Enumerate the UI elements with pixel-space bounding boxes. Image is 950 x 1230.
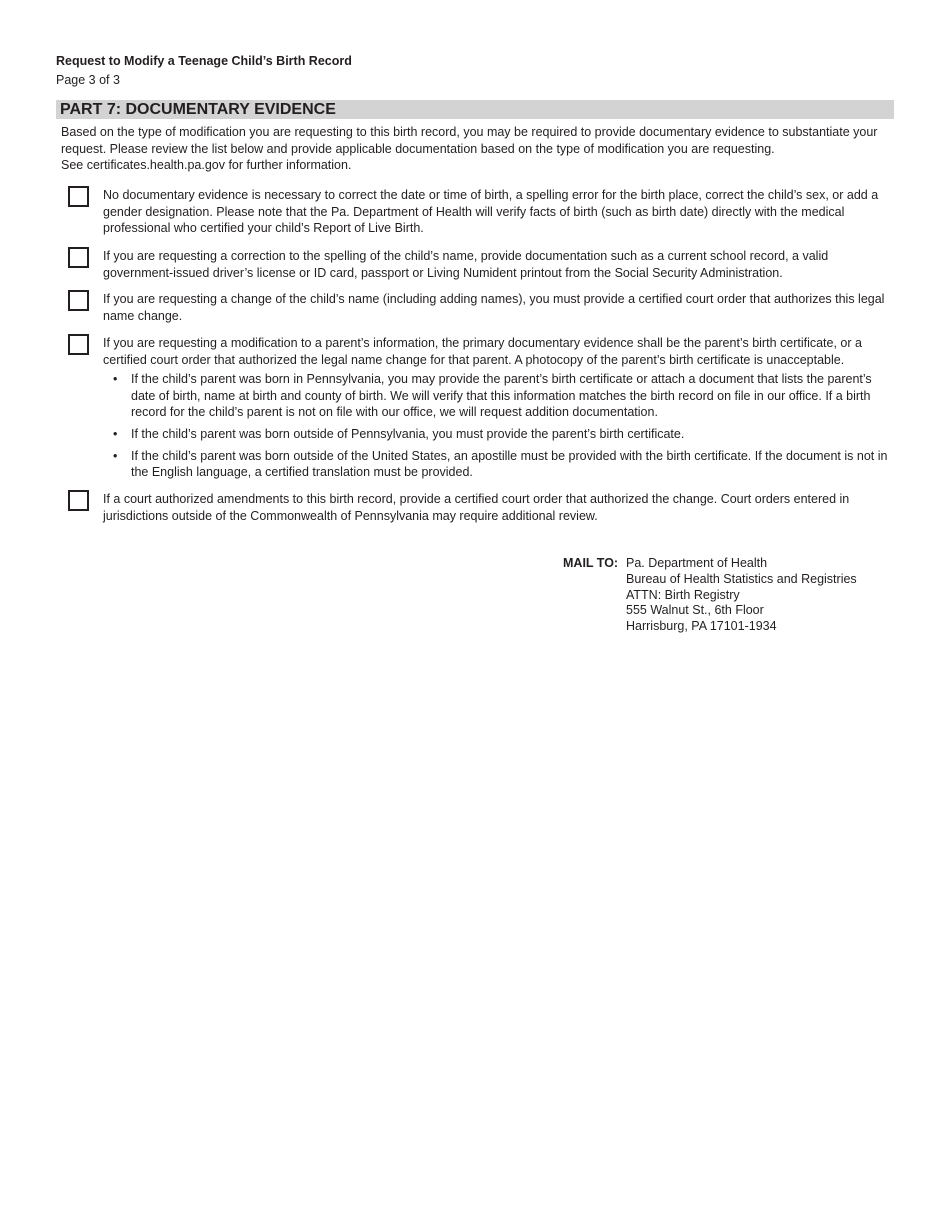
address-line: ATTN: Birth Registry — [626, 587, 740, 602]
document-title: Request to Modify a Teenage Child’s Birth Record — [56, 54, 352, 68]
address-line: Harrisburg, PA 17101-1934 — [626, 619, 777, 634]
address-line: Pa. Department of Health — [626, 556, 768, 570]
bullet-icon: • — [113, 372, 118, 387]
intro-paragraph: Based on the type of modification you are requesting to this birth record, you may be required to provide documentary evidence to substantiate your request. Please review the list below and provide applicable documentation based on the type of modification you are requesting. — [61, 125, 878, 156]
checkbox-name-change[interactable] — [68, 290, 89, 311]
bullet-text: If the child’s parent was born in Pennsylvania, you may provide the parent’s birth certificate or attach a document that lists the parent’s date of birth, name at birth and county of birth. We will verify that this information matches the birth record on file in our office. If a birth record for the child’s parent is not on file with our office, we will request addition documentation. — [131, 372, 872, 420]
checkbox-parent-info[interactable] — [68, 334, 89, 355]
section-header-bar — [56, 100, 894, 119]
section-intro — [61, 124, 891, 174]
evidence-option-text: If you are requesting a correction to the spelling of the child’s name, provide documentation such as a current school record, a valid government-issued driver’s license or ID card, passport or Living Numident printout from the Social Security Administration. — [103, 249, 829, 280]
intro-website-line: See certificates.health.pa.gov for further information. — [61, 158, 352, 173]
list-item — [103, 426, 889, 443]
checkbox-name-spelling[interactable] — [68, 247, 89, 268]
section-title: PART 7: DOCUMENTARY EVIDENCE — [60, 101, 336, 118]
address-line: 555 Walnut St., 6th Floor — [626, 603, 764, 618]
evidence-option-text: No documentary evidence is necessary to correct the date or time of birth, a spelling error for the birth place, correct the child’s sex, or add a gender designation. Please note that the Pa. Department of Health will verify facts of birth (such as birth date) directly with the medical professional who certified your child’s Report of Live Birth. — [103, 188, 879, 236]
bullet-text: If the child’s parent was born outside of Pennsylvania, you must provide the parent’s birth certificate. — [131, 426, 685, 441]
evidence-option-text: If a court authorized amendments to this birth record, provide a certified court order that authorized the change. Court orders entered in jurisdictions outside of the Commonwealth of Pennsylvania may require additional review. — [103, 492, 850, 523]
list-item — [103, 448, 889, 481]
list-item — [103, 371, 889, 421]
checkbox-court-order[interactable] — [68, 490, 89, 511]
evidence-option-text: If you are requesting a modification to a parent’s information, the primary documentary evidence shall be the parent’s birth certificate, or a certified court order that authorized the legal name change for that parent. A photocopy of the parent’s birth certificate is unacceptable. — [103, 336, 862, 367]
mail-to-label: MAIL TO: — [563, 556, 619, 570]
address-line: Bureau of Health Statistics and Registries — [626, 571, 857, 586]
parent-info-bullet-list — [103, 371, 889, 481]
evidence-option-text: If you are requesting a change of the child’s name (including adding names), you must provide a certified court order that authorizes this legal name change. — [103, 292, 885, 323]
mailing-address — [626, 556, 857, 635]
page-number: Page 3 of 3 — [56, 73, 120, 87]
checkbox-no-evidence[interactable] — [68, 186, 89, 207]
bullet-icon: • — [113, 448, 118, 463]
bullet-icon: • — [113, 426, 118, 441]
bullet-text: If the child’s parent was born outside of the United States, an apostille must be provided with the birth certificate. If the document is not in the English language, a certified translation must be provided. — [131, 448, 888, 480]
